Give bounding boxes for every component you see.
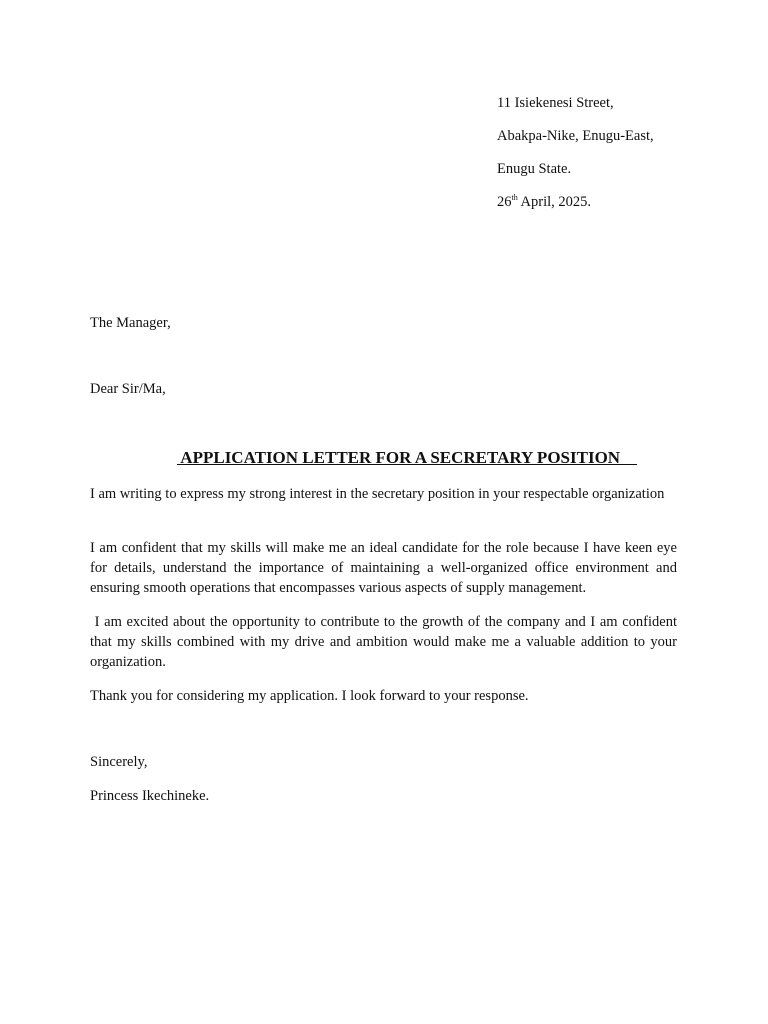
body-paragraph-1: I am writing to express my strong interest in the secretary position in your respectable organization	[90, 486, 665, 502]
date-day: 26	[497, 194, 512, 210]
sender-address-block	[497, 93, 737, 225]
signature-name: Princess Ikechineke.	[90, 788, 210, 804]
body-paragraph-3: I am excited about the opportunity to contribute to the growth of the company and I am confident that my skills combined with my drive and ambition would make me a valuable addition to your organization.	[90, 614, 681, 670]
body-paragraph-4: Thank you for considering my application. I look forward to your response.	[90, 688, 529, 704]
date-ordinal-suffix: th	[511, 193, 518, 203]
sender-address-line-1: 11 Isiekenesi Street,	[497, 95, 614, 111]
date-month-year: April, 2025.	[517, 194, 592, 210]
closing: Sincerely,	[90, 754, 148, 770]
body-paragraph-2: I am confident that my skills will make me an ideal candidate for the role because I have keen eye for details, understand the importance of maintaining a well-organized office environment and ensuring smooth operations that encompasses various aspects of supply management.	[90, 540, 677, 596]
sender-address-line-2: Abakpa-Nike, Enugu-East,	[497, 128, 654, 144]
sender-address-line-3: Enugu State.	[497, 161, 572, 177]
recipient-title: The Manager,	[90, 315, 171, 331]
letter-date	[497, 192, 737, 225]
letter-heading: APPLICATION LETTER FOR A SECRETARY POSITION	[177, 448, 638, 467]
greeting: Dear Sir/Ma,	[90, 381, 166, 397]
